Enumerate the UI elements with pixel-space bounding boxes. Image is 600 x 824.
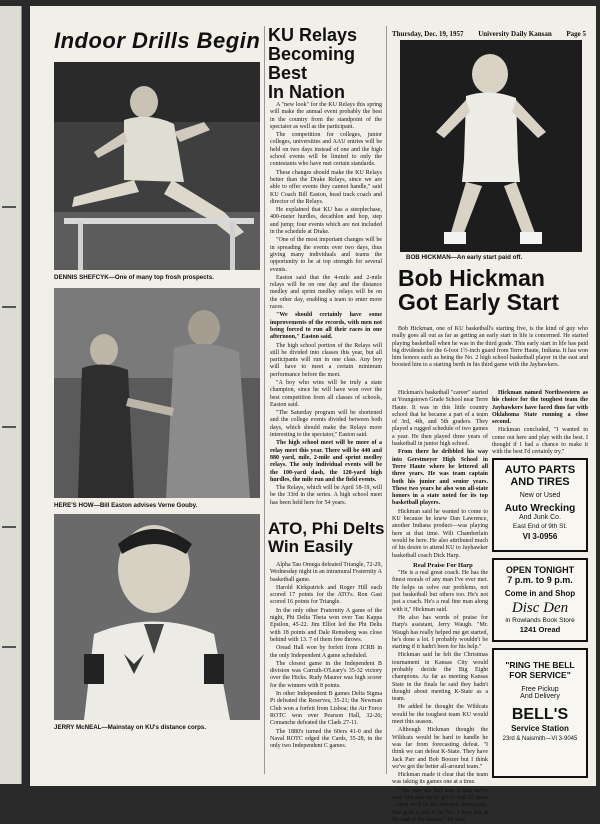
page-edge-mark xyxy=(2,306,16,308)
story-paragraph: In other Independent B games Delta Sigma Pi defeated the Reserves, 35-21; the Newman Club won a forfeit from Lisboa; the Air Force ROTC won over Pearson Hall, 32-26; Comanche defeated the Clads 27-11. xyxy=(270,691,382,727)
headline-indoor-drills: Indoor Drills Begin xyxy=(54,28,261,53)
ad-disc-line: Come in and Shop xyxy=(504,589,576,598)
ad-auto-line: AND TIRES xyxy=(510,476,570,488)
headline-relays-line: KU Relays xyxy=(268,25,358,45)
story-paragraph: "A boy who wins will be truly a state champion, since he will have won over the best competition from all classes of schools, Easton said. xyxy=(270,379,382,408)
story-paragraph: Hickman concluded, "I wanted to come out here and play with the best. I thought if I had a chance to make it with the best I'd certainly try." xyxy=(492,427,588,456)
relays-story xyxy=(270,102,382,520)
story-paragraph: He also has words of praise for Harp's assistant, Jerry Waugh. "Mr. Waugh has really helped me get started, he's done a lot. I probably wouldn't be starting if it hadn't been for his help." xyxy=(392,614,488,651)
column-rule xyxy=(386,26,387,774)
page-edge-mark xyxy=(2,206,16,208)
ad-bell-logo: BELL'S xyxy=(511,706,569,723)
photo-mcneal xyxy=(54,514,260,720)
story-paragraph: Hickman said he felt the Christmas tournament in Kansas City would probably decide the Big Eight champions. As far as meeting Kansas State in the finals he said they hadn't thought about meeting K-State as a team. xyxy=(392,652,488,703)
photo-easton-gouby xyxy=(54,288,260,498)
ad-auto-line: East End of 9th St. xyxy=(512,523,568,530)
story-paragraph: He added he thought the Wildcats would be the toughest team KU would meet this season. xyxy=(392,704,488,726)
portrait-photo-illustration xyxy=(54,514,260,720)
ad-auto-line: Auto Wrecking xyxy=(504,503,576,514)
ad-disc-line: 1241 Oread xyxy=(519,625,561,634)
ad-bell-line: Service Station xyxy=(511,724,569,733)
story-paragraph: The high school meet will be more of a relay meet this year. There will be 440 and 880 yard, mile, 2-mile and sprint medley relays. The only individual events will be the 100-yard dash, the 120-yard high hurdles, the mile run and the field events. xyxy=(270,440,382,483)
basketball-player-illustration xyxy=(400,40,582,252)
story-paragraph: Easton said that the 4-mile and 2-mile relays will be on one day and the distance medley and sprint medley relays will be on the other day, enabling a team to enter more races. xyxy=(270,274,382,311)
ad-auto-line: VI 3-0956 xyxy=(522,532,558,541)
headline-relays-line: Becoming Best xyxy=(268,43,356,83)
page-edge-mark xyxy=(2,426,16,428)
ad-bell-line: And Delivery xyxy=(520,693,560,700)
hickman-lede-paragraph: Bob Hickman, one of KU basketball's starting five, is the kind of guy who really goes all out as far as getting an early start in life is concerned. He started playing basketball when he was in the third grade. This early start in life has paid big dividends for the 6-foot 1½-inch guard from Terre Haute, Indiana. It has won him honors such as being the No. 2 high school basketball player in the east and boosted him to a starting berth in his third game with the Jayhawkers. xyxy=(392,326,588,369)
ad-disc-line: in Rowlands Book Store xyxy=(505,617,575,624)
story-paragraph: Harold Kirkpatrick and Roger Hill each scored 17 points for the ATO's. Ron Gast scored 16 points for Triangle. xyxy=(270,584,382,606)
ato-story xyxy=(270,562,382,778)
headline-ato-line: ATO, Phi Delts xyxy=(268,519,385,538)
ad-bell-line: "RING THE BELL xyxy=(505,660,575,670)
story-paragraph: From there he dribbled his way into Gerstmeyer High School in Terre Haute where he lettered all three years. He was team captain both his junior and senior years. These two years he also won all-state honors in a state noted for its top basketball players. xyxy=(392,449,488,507)
story-paragraph: Hickman named Northwestern as his choice for the toughest team the Jayhawkers have faced thus far with Oklahoma State running a close second. xyxy=(492,390,588,426)
ad-bell-line: Free Pickup xyxy=(521,686,559,693)
page-edge-mark xyxy=(2,526,16,528)
story-paragraph: Alpha Tau Omega defeated Triangle, 72-29, Wednesday night in an intramural Fraternity A basketball game. xyxy=(270,562,382,583)
hickman-story-column-1 xyxy=(392,390,488,823)
previous-page-edge xyxy=(0,6,22,784)
caption-photo-easton: HERE'S HOW—Bill Easton advises Verne Gouby. xyxy=(54,502,198,509)
caption-photo-hickman: BOB HICKMAN—An early start paid off. xyxy=(406,254,523,261)
story-paragraph: The closest game in the Independent B division was Carruth-O'Leary's 35-32 victory over the Hicks. Rudy Maurer was high scorer for the winners with 8 points. xyxy=(270,660,382,689)
story-paragraph: Hickman's basketball "career" started at Youngstown Grade School near Terre Haute. It was in this little country school that he became a part of a team of 3rd, 4th, and 5th graders. They played a rugged schedule of two games a year. He then played three years of basketball in junior high school. xyxy=(392,390,488,448)
ad-disc-den xyxy=(492,558,588,642)
caption-photo-mcneal: JERRY McNEAL—Mainstay on KU's distance corps. xyxy=(54,724,207,731)
story-paragraph: The 1880's turned the 60ers 41-0 and the Naval ROTC edged the Cards, 35-28, in the only two Independent C games. xyxy=(270,728,382,750)
folio-paper: University Daily Kansan xyxy=(478,30,552,38)
headline-hickman-line: Got Early Start xyxy=(398,289,560,316)
ad-auto-line: New or Used xyxy=(519,492,561,499)
ad-disc-logo: Disc Den xyxy=(511,600,569,616)
headline-ku-relays xyxy=(268,26,388,102)
newspaper-page xyxy=(30,6,596,823)
ad-bells-service xyxy=(492,648,588,778)
ad-auto-line: And Junk Co. xyxy=(518,514,562,521)
story-paragraph: "The way we feel now is that we've won five and we've got to win 22 more—then we'll be the national champions. Our goal is not to be No. 1 now but at the end of the season," he said. xyxy=(392,787,488,823)
ad-bell-line: FOR SERVICE" xyxy=(509,670,571,680)
story-paragraph: These changes should make the KU Relays better than the Drake Relays, since we are able to offer events they cannot handle," said KU Coach Bill Easton, head track coach and director of the Relays. xyxy=(270,169,382,205)
story-paragraph: The high school portion of the Relays will still be divided into classes this year, but all participants will run in one class. Any boy will have to meet a certain minimum performance before the meet. xyxy=(270,342,382,378)
hickman-story-column-2 xyxy=(492,390,588,454)
ad-auto-parts xyxy=(492,458,588,552)
story-paragraph: Hickman said he wanted to come to KU because he knew Dan Lawrence, another Indiana product—was playing here at that time. Wilt Chamberlain would be here. He also attributed much of his desire to attend KU to Jayhawker basketball coach Dick Harp. xyxy=(392,508,488,559)
story-paragraph: Oread Hall won by forfeit from JCRB in the only Independent A game scheduled. xyxy=(270,645,382,659)
story-paragraph: The Relays, which will be April 18-19, will be the 33rd in the series. A high school meet has been held here for 54 years. xyxy=(270,485,382,506)
story-paragraph: In the only other Fraternity A game of the night, Phi Delta Theta won over Tau Kappa Epsilon, 45-22. Jim Elliot led the Phi Delts with 18 points and Dale Remsberg was close behind with 13. 7 of them free throws. xyxy=(270,607,382,643)
story-paragraph: "We should certainly have some improvements of the records, with men not being forced to run all their races in one afternoon," Easton said. xyxy=(270,312,382,341)
story-paragraph: He explained that KU has a steeplechase, 400-meter hurdles, decathlon and hop, step and jump; four events which are not included in the schedule at Drake. xyxy=(270,207,382,236)
headline-ato-line: Win Easily xyxy=(268,536,353,556)
photo-shefcyk xyxy=(54,62,260,270)
photo-hickman xyxy=(400,40,582,252)
coach-photo-illustration xyxy=(54,288,260,498)
story-paragraph: "The Saturday program will be shortened and the college events divided between both days, which should make the Relays more interesting to the spectator," Easton said. xyxy=(270,410,382,439)
ad-disc-line: 7 p.m. to 9 p.m. xyxy=(507,575,573,585)
caption-photo-shefcyk: DENNIS SHEFCYK—One of many top frosh prospects. xyxy=(54,274,214,281)
story-paragraph: Hickman made it clear that the team was taking its games one at a time. xyxy=(392,772,488,786)
story-paragraph: A "new look" for the KU Relays this spring will make the annual event probably the best in the country from the standpoint of the spectator as well as the participant. xyxy=(270,102,382,130)
hickman-lede xyxy=(392,326,588,386)
story-subhead: Real Praise For Harp xyxy=(413,561,473,569)
hurdler-photo-illustration xyxy=(54,62,260,270)
ad-auto-line: AUTO PARTS xyxy=(504,464,576,476)
ad-disc-line: OPEN TONIGHT xyxy=(505,565,575,575)
story-paragraph: Although Hickman thought the Wildcats would be hard to handle he was far from forecasting defeat. "I think we can defeat K-State. They have Jack Parr and Bob Boozer but I think we've got the better all-around team." xyxy=(392,727,488,770)
column-rule xyxy=(264,26,265,774)
headline-ato-phi-delts xyxy=(268,520,388,556)
headline-hickman-line: Bob Hickman xyxy=(398,265,545,291)
story-paragraph: "One of the most important changes will be in spreading the events over two days, thus giving many individuals and teams the opportunity to be at top strength for several events. xyxy=(270,237,382,273)
story-paragraph: "He is a real great coach. He has the finest morals of any man I've ever met. He helps us solve our problems, not just basketball but others too. He's not just a coach. He's a real fine man along with it," Hickman said. xyxy=(392,570,488,613)
headline-hickman xyxy=(398,266,590,314)
ad-bell-line: 23rd & Naismith—VI 3-9045 xyxy=(502,736,578,742)
folio-page: Page 5 xyxy=(566,30,586,38)
page-edge-mark xyxy=(2,646,16,648)
headline-relays-line: In Nation xyxy=(268,81,345,102)
folio-date: Thursday, Dec. 19, 1957 xyxy=(392,30,464,38)
page-folio xyxy=(392,30,586,38)
story-paragraph: The competition for colleges, junior colleges, universities and AAU entries will be held on two days instead of one and the high school events will be limited to only the contestants who have met certain standards. xyxy=(270,132,382,168)
